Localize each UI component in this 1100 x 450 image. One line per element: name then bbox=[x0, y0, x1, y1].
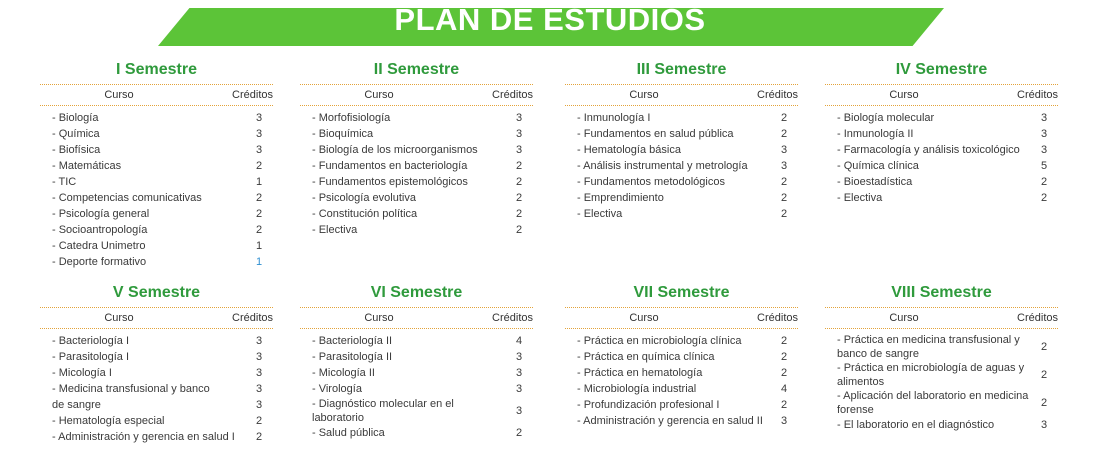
course-credits: 4 bbox=[780, 383, 788, 395]
course-row bbox=[40, 349, 273, 365]
credits-header: Créditos bbox=[757, 312, 798, 324]
course-name: - Biología de los microorganismos bbox=[312, 144, 478, 156]
column-header bbox=[565, 308, 798, 328]
divider bbox=[300, 105, 533, 106]
course-credits: 3 bbox=[780, 415, 788, 427]
course-header: Curso bbox=[364, 312, 394, 324]
semester-block bbox=[40, 60, 273, 270]
course-row bbox=[565, 365, 798, 381]
course-row bbox=[300, 333, 533, 349]
course-credits: 2 bbox=[255, 431, 263, 443]
course-row bbox=[565, 190, 798, 206]
course-name: - Bioquímica bbox=[312, 128, 374, 140]
course-name: - Aplicación del laboratorio en medicina forense bbox=[837, 390, 1029, 416]
course-header: Curso bbox=[629, 89, 659, 101]
course-name: - Bioestadística bbox=[837, 176, 913, 188]
course-credits: 2 bbox=[780, 367, 788, 379]
divider bbox=[825, 105, 1058, 106]
course-row bbox=[565, 381, 798, 397]
course-name: - Inmunología I bbox=[577, 112, 651, 124]
course-credits: 2 bbox=[1040, 369, 1048, 381]
course-row bbox=[300, 206, 533, 222]
course-credits: 2 bbox=[255, 208, 263, 220]
course-credits: 2 bbox=[255, 192, 263, 204]
course-row bbox=[40, 381, 273, 397]
course-credits: 2 bbox=[515, 176, 523, 188]
semester-block bbox=[825, 60, 1058, 206]
course-row bbox=[565, 174, 798, 190]
course-credits: 2 bbox=[255, 224, 263, 236]
course-row bbox=[565, 126, 798, 142]
course-row bbox=[565, 142, 798, 158]
course-credits: 3 bbox=[255, 383, 263, 395]
course-name: - Microbiología industrial bbox=[577, 383, 697, 395]
credits-header: Créditos bbox=[232, 312, 273, 324]
semester-block bbox=[40, 283, 273, 445]
course-header: Curso bbox=[889, 312, 919, 324]
credits-header: Créditos bbox=[492, 312, 533, 324]
course-name: - Electiva bbox=[837, 192, 883, 204]
course-row bbox=[300, 158, 533, 174]
course-row bbox=[300, 397, 533, 425]
course-credits: 1 bbox=[255, 256, 263, 268]
semester-title: I Semestre bbox=[116, 61, 197, 78]
course-row bbox=[40, 333, 273, 349]
course-list bbox=[300, 333, 533, 441]
course-row bbox=[300, 142, 533, 158]
course-row bbox=[300, 174, 533, 190]
course-name: - Morfofisiología bbox=[312, 112, 391, 124]
course-name: - Biología bbox=[52, 112, 99, 124]
column-header bbox=[825, 85, 1058, 105]
course-credits: 2 bbox=[515, 160, 523, 172]
course-credits: 2 bbox=[780, 351, 788, 363]
course-name: - Catedra Unimetro bbox=[52, 240, 146, 252]
course-credits: 3 bbox=[255, 367, 263, 379]
semester-title: VII Semestre bbox=[633, 284, 730, 301]
course-credits: 3 bbox=[515, 128, 523, 140]
course-name: - Virología bbox=[312, 383, 362, 395]
course-credits: 3 bbox=[515, 383, 523, 395]
course-row bbox=[40, 254, 273, 270]
course-credits: 1 bbox=[255, 176, 263, 188]
course-row bbox=[40, 174, 273, 190]
course-name: - Matemáticas bbox=[52, 160, 122, 172]
course-row bbox=[300, 190, 533, 206]
course-row bbox=[565, 110, 798, 126]
course-credits: 2 bbox=[515, 224, 523, 236]
course-credits: 2 bbox=[1040, 397, 1048, 409]
course-row bbox=[565, 397, 798, 413]
course-name: - Farmacología y análisis toxicológico bbox=[837, 144, 1020, 156]
course-row bbox=[40, 413, 273, 429]
course-name: - Diagnóstico molecular en el laboratorio bbox=[312, 398, 454, 424]
divider bbox=[565, 105, 798, 106]
course-credits: 2 bbox=[1040, 341, 1048, 353]
course-row bbox=[40, 206, 273, 222]
course-credits: 3 bbox=[255, 335, 263, 347]
course-row bbox=[825, 126, 1058, 142]
course-name: - Administración y gerencia en salud I bbox=[52, 431, 235, 443]
course-credits: 2 bbox=[780, 335, 788, 347]
course-credits: 3 bbox=[1040, 112, 1048, 124]
course-credits: 2 bbox=[1040, 176, 1048, 188]
course-name: - Fundamentos metodológicos bbox=[577, 176, 725, 188]
course-credits: 2 bbox=[780, 112, 788, 124]
course-list bbox=[565, 333, 798, 429]
course-row bbox=[40, 158, 273, 174]
course-name: - Práctica en microbiología de aguas y alimentos bbox=[837, 362, 1025, 388]
course-name: - Psicología general bbox=[52, 208, 150, 220]
course-credits: 3 bbox=[255, 399, 263, 411]
course-list bbox=[300, 110, 533, 238]
course-header: Curso bbox=[889, 89, 919, 101]
course-row bbox=[565, 158, 798, 174]
course-credits: 3 bbox=[255, 144, 263, 156]
course-credits: 2 bbox=[780, 208, 788, 220]
course-name: - Fundamentos en bacteriología bbox=[312, 160, 468, 172]
course-name: - Psicología evolutiva bbox=[312, 192, 416, 204]
course-name: - Hematología básica bbox=[577, 144, 681, 156]
course-row bbox=[300, 425, 533, 441]
course-credits: 3 bbox=[255, 112, 263, 124]
semester-title: V Semestre bbox=[112, 284, 201, 301]
course-credits: 3 bbox=[515, 351, 523, 363]
course-header: Curso bbox=[104, 89, 134, 101]
course-row bbox=[825, 110, 1058, 126]
column-header bbox=[825, 308, 1058, 328]
course-row bbox=[825, 142, 1058, 158]
course-row bbox=[40, 429, 273, 445]
semester-block bbox=[565, 60, 798, 222]
course-row bbox=[825, 158, 1058, 174]
course-credits: 2 bbox=[515, 427, 523, 439]
course-row bbox=[40, 222, 273, 238]
course-name: - Química bbox=[52, 128, 100, 140]
course-credits: 2 bbox=[780, 192, 788, 204]
column-header bbox=[300, 85, 533, 105]
page-title: PLAN DE ESTUDIOS bbox=[394, 2, 706, 37]
course-credits: 4 bbox=[515, 335, 523, 347]
course-row bbox=[40, 110, 273, 126]
course-name: - Electiva bbox=[312, 224, 358, 236]
course-name: - Parasitología II bbox=[312, 351, 393, 363]
course-name: - Micología I bbox=[52, 367, 112, 379]
semester-block bbox=[565, 283, 798, 429]
credits-header: Créditos bbox=[232, 89, 273, 101]
column-header bbox=[40, 85, 273, 105]
course-list bbox=[825, 110, 1058, 206]
semester-title: IV Semestre bbox=[895, 61, 988, 78]
course-credits: 3 bbox=[1040, 144, 1048, 156]
course-credits: 3 bbox=[780, 160, 788, 172]
credits-header: Créditos bbox=[492, 89, 533, 101]
course-name: - Emprendimiento bbox=[577, 192, 664, 204]
course-row bbox=[300, 381, 533, 397]
course-name: - Práctica en microbiología clínica bbox=[577, 335, 742, 347]
course-name: - Deporte formativo bbox=[52, 256, 147, 268]
course-name: - Práctica en hematología bbox=[577, 367, 703, 379]
divider bbox=[40, 328, 273, 329]
course-name: - Química clínica bbox=[837, 160, 919, 172]
course-name: - Competencias comunicativas bbox=[52, 192, 202, 204]
course-name: - Salud pública bbox=[312, 427, 385, 439]
semester-title: III Semestre bbox=[636, 61, 727, 78]
course-header: Curso bbox=[629, 312, 659, 324]
course-credits: 3 bbox=[515, 144, 523, 156]
course-row bbox=[825, 361, 1058, 389]
course-name: - Socioantropología bbox=[52, 224, 148, 236]
course-row bbox=[565, 206, 798, 222]
semester-title: II Semestre bbox=[373, 61, 460, 78]
course-header: Curso bbox=[364, 89, 394, 101]
course-row bbox=[40, 238, 273, 254]
course-credits: 2 bbox=[780, 176, 788, 188]
semester-title: VI Semestre bbox=[370, 284, 463, 301]
course-name: - Medicina transfusional y banco bbox=[52, 383, 210, 395]
course-name: - Biología molecular bbox=[837, 112, 935, 124]
course-row bbox=[40, 142, 273, 158]
course-list bbox=[40, 333, 273, 445]
course-credits: 3 bbox=[1040, 419, 1048, 431]
course-credits: 1 bbox=[255, 240, 263, 252]
course-name: - Micología II bbox=[312, 367, 375, 379]
course-row bbox=[825, 174, 1058, 190]
semester-block bbox=[825, 283, 1058, 433]
course-name: - Biofísica bbox=[52, 144, 101, 156]
column-header bbox=[40, 308, 273, 328]
divider bbox=[40, 105, 273, 106]
course-name: - Fundamentos epistemológicos bbox=[312, 176, 468, 188]
course-credits: 2 bbox=[255, 415, 263, 427]
course-name: - Administración y gerencia en salud II bbox=[577, 415, 763, 427]
course-credits: 3 bbox=[255, 128, 263, 140]
course-credits: 3 bbox=[515, 367, 523, 379]
course-row bbox=[565, 413, 798, 429]
course-row bbox=[300, 365, 533, 381]
course-credits: 2 bbox=[780, 128, 788, 140]
course-list bbox=[825, 333, 1058, 433]
course-name: - Hematología especial bbox=[52, 415, 165, 427]
course-row bbox=[40, 190, 273, 206]
course-row bbox=[40, 365, 273, 381]
course-row bbox=[565, 333, 798, 349]
course-name: - Profundización profesional I bbox=[577, 399, 720, 411]
course-row bbox=[40, 397, 273, 413]
course-row bbox=[825, 333, 1058, 361]
credits-header: Créditos bbox=[1017, 89, 1058, 101]
course-credits: 2 bbox=[255, 160, 263, 172]
course-row bbox=[825, 417, 1058, 433]
course-row bbox=[40, 126, 273, 142]
course-credits: 2 bbox=[780, 399, 788, 411]
divider bbox=[825, 328, 1058, 329]
course-credits: 3 bbox=[780, 144, 788, 156]
course-credits: 2 bbox=[515, 192, 523, 204]
semester-block bbox=[300, 283, 533, 441]
course-credits: 3 bbox=[255, 351, 263, 363]
course-name: - TIC bbox=[52, 176, 77, 188]
course-name: - Parasitología I bbox=[52, 351, 130, 363]
course-credits: 3 bbox=[515, 405, 523, 417]
course-credits: 2 bbox=[515, 208, 523, 220]
course-row bbox=[300, 110, 533, 126]
course-credits: 2 bbox=[1040, 192, 1048, 204]
semester-title: VIII Semestre bbox=[891, 284, 992, 301]
course-row bbox=[825, 389, 1058, 417]
course-name: de sangre bbox=[52, 399, 101, 411]
credits-header: Créditos bbox=[757, 89, 798, 101]
course-row bbox=[825, 190, 1058, 206]
column-header bbox=[300, 308, 533, 328]
course-name: - Práctica en medicina transfusional y banco de sangre bbox=[837, 334, 1020, 360]
course-name: - Inmunología II bbox=[837, 128, 914, 140]
course-name: - Fundamentos en salud pública bbox=[577, 128, 734, 140]
course-list bbox=[40, 110, 273, 270]
course-name: - El laboratorio en el diagnóstico bbox=[837, 419, 995, 431]
semester-block bbox=[300, 60, 533, 238]
course-row bbox=[300, 349, 533, 365]
course-header: Curso bbox=[104, 312, 134, 324]
course-name: - Práctica en química clínica bbox=[577, 351, 715, 363]
course-row bbox=[300, 126, 533, 142]
credits-header: Créditos bbox=[1017, 312, 1058, 324]
column-header bbox=[565, 85, 798, 105]
divider bbox=[300, 328, 533, 329]
course-name: - Bacteriología II bbox=[312, 335, 393, 347]
divider bbox=[565, 328, 798, 329]
course-list bbox=[565, 110, 798, 222]
course-row bbox=[300, 222, 533, 238]
course-credits: 3 bbox=[515, 112, 523, 124]
course-credits: 5 bbox=[1040, 160, 1048, 172]
course-name: - Constitución política bbox=[312, 208, 418, 220]
course-name: - Electiva bbox=[577, 208, 623, 220]
course-name: - Bacteriología I bbox=[52, 335, 130, 347]
course-name: - Análisis instrumental y metrología bbox=[577, 160, 748, 172]
course-credits: 3 bbox=[1040, 128, 1048, 140]
course-row bbox=[565, 349, 798, 365]
